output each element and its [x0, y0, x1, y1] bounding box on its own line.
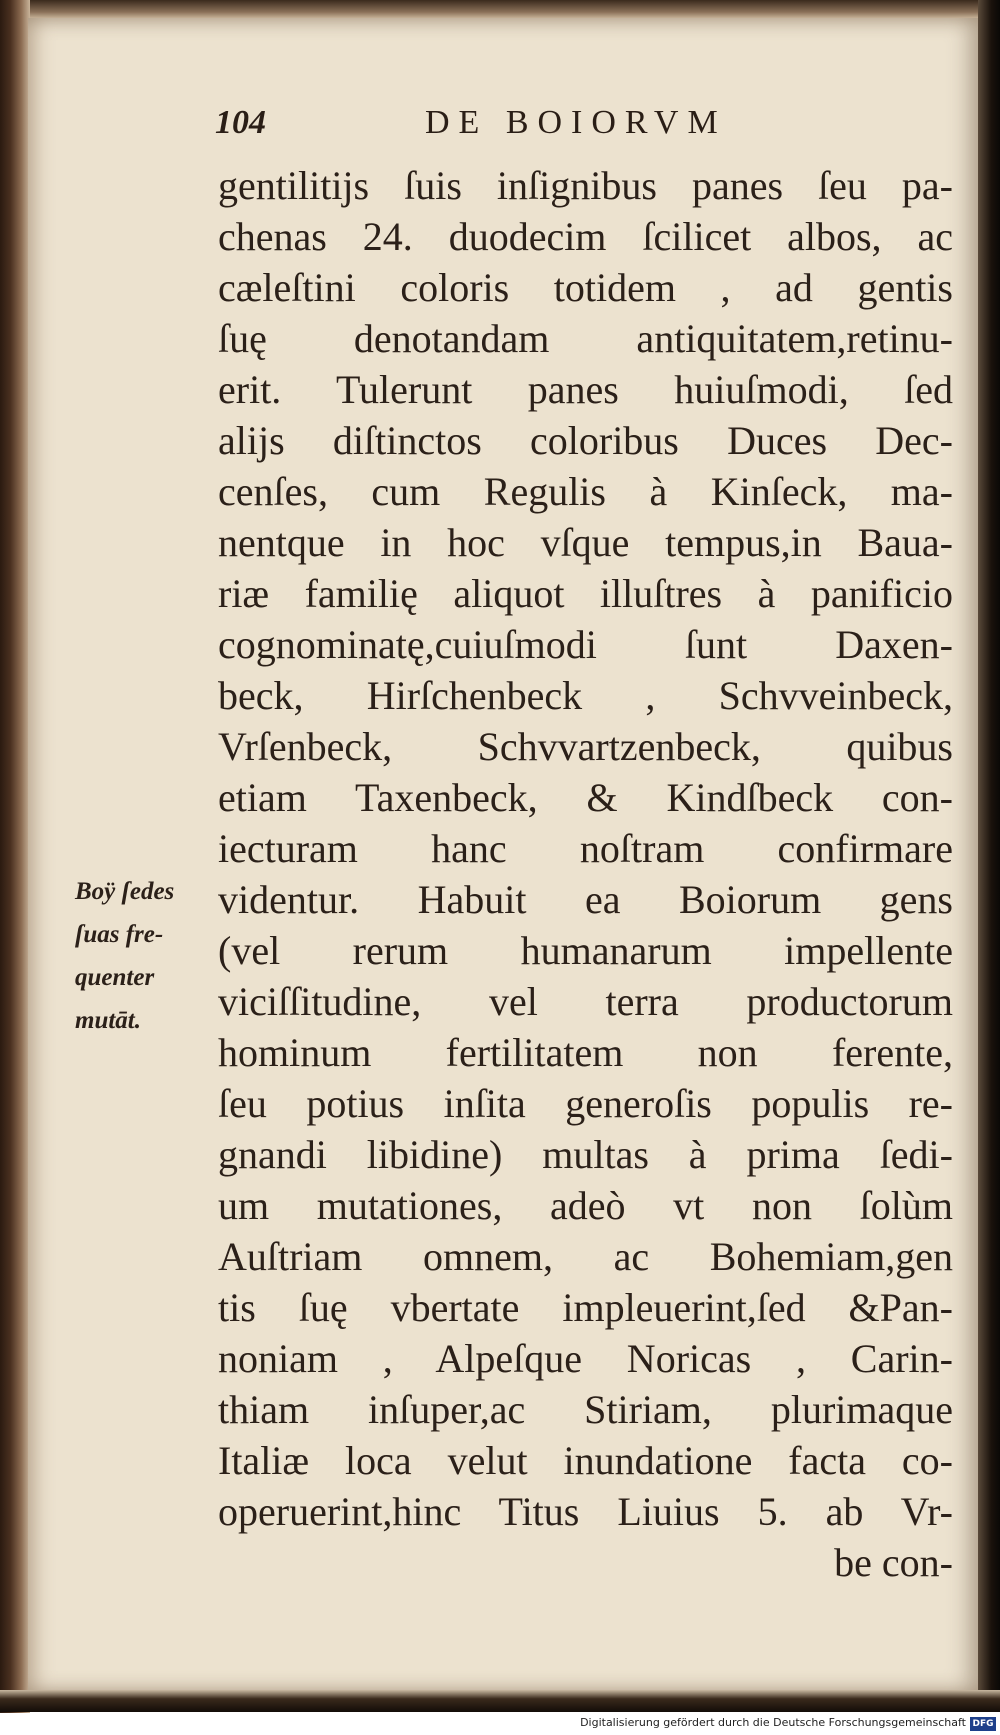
text-line: tis ſuę vbertate impleuerint,ſed &Pan- [218, 1285, 953, 1330]
text-line: chenas 24. duodecim ſcilicet albos, ac [218, 214, 953, 259]
text-line: hominum fertilitatem non ferente, [218, 1030, 953, 1075]
text-line: beck, Hirſchenbeck , Schvveinbeck, [218, 673, 953, 718]
book-edge-bottom [0, 1690, 1000, 1712]
margin-note-line: mutāt. [75, 1007, 141, 1034]
margin-note-line: quenter [75, 964, 155, 991]
text-line: cenſes, cum Regulis à Kinſeck, ma- [218, 469, 953, 514]
text-line: cæleſtini coloris totidem , ad gentis [218, 265, 953, 310]
text-line: operuerint,hinc Titus Liuius 5. ab Vr- [218, 1489, 953, 1534]
book-edge-top [0, 0, 1000, 20]
book-edge-left [0, 0, 30, 1735]
text-line: Vrſenbeck, Schvvartzenbeck, quibus [218, 724, 953, 769]
dfg-logo-icon: DFG [970, 1717, 996, 1731]
body-text [218, 160, 953, 1588]
text-line: etiam Taxenbeck, & Kindſbeck con- [218, 775, 953, 820]
text-line: Auſtriam omnem, ac Bohemiam,gen [218, 1234, 953, 1279]
text-line: Italiæ loca velut inundatione facta co- [218, 1438, 953, 1483]
margin-note-line: Boÿ ſedes [75, 878, 175, 905]
margin-note-line: ſuas fre- [75, 921, 164, 948]
margin-note [75, 870, 215, 1042]
funding-credit: Digitalisierung gefördert durch die Deutsche Forschungsgemeinschaft [580, 1716, 966, 1729]
book-edge-right [978, 0, 1000, 1700]
text-line: gnandi libidine) multas à prima ſedi- [218, 1132, 953, 1177]
text-line: thiam inſuper,ac Stiriam, plurimaque [218, 1387, 953, 1432]
text-line: (vel rerum humanarum impellente [218, 928, 953, 973]
text-line: ſeu potius inſita generoſis populis re- [218, 1081, 953, 1126]
text-line: ſuę denotandam antiquitatem,retinu- [218, 316, 953, 361]
text-line: riæ familię aliquot illuſtres à panificio [218, 571, 953, 616]
text-line: cognominatę,cuiuſmodi ſunt Daxen- [218, 622, 953, 667]
text-line: nentque in hoc vſque tempus,in Baua- [218, 520, 953, 565]
digitization-footer [0, 1713, 1000, 1735]
text-line: alijs diſtinctos coloribus Duces Dec- [218, 418, 953, 463]
text-line: viciſſitudine, vel terra productorum [218, 979, 953, 1024]
running-title: DE BOIORVM [425, 104, 727, 141]
text-line: videntur. Habuit ea Boiorum gens [218, 877, 953, 922]
catchword: be con- [834, 1540, 953, 1585]
page-number: 104 [215, 104, 266, 141]
text-line: erit. Tulerunt panes huiuſmodi, ſed [218, 367, 953, 412]
text-line: gentilitijs ſuis inſignibus panes ſeu pa- [218, 163, 953, 208]
text-line: noniam , Alpeſque Noricas , Carin- [218, 1336, 953, 1381]
text-line: um mutationes, adeò vt non ſolùm [218, 1183, 953, 1228]
text-line: iecturam hanc noſtram confirmare [218, 826, 953, 871]
